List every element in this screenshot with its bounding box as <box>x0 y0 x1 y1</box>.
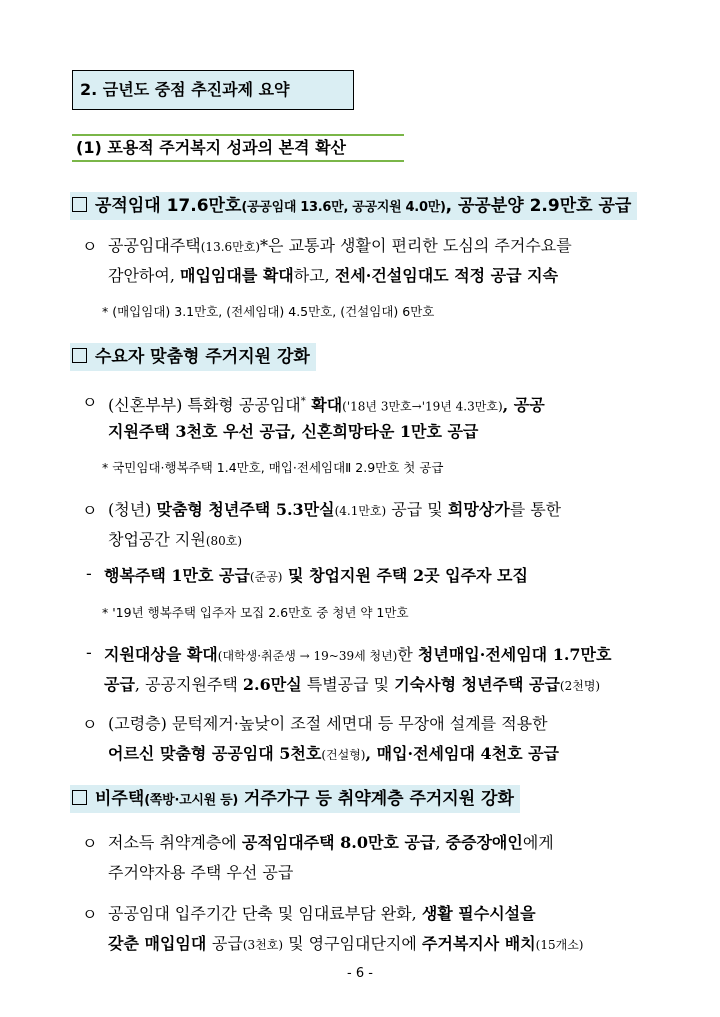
bullet-circle-icon: ㅇ <box>82 715 98 734</box>
paragraph-line: 공공임대 입주기간 단축 및 임대료부담 완화, 생활 필수시설을 <box>108 904 536 923</box>
paragraph-line: 행복주택 1만호 공급(준공) 및 창업지원 주택 2곳 입주자 모집 <box>104 566 528 585</box>
bullet-circle-icon: ㅇ <box>82 905 98 924</box>
footnote: * 국민임대·행복주택 1.4만호, 매입·전세임대Ⅱ 2.9만호 첫 공급 <box>102 460 444 475</box>
paragraph-line: 주거약자용 주택 우선 공급 <box>108 863 294 882</box>
paragraph-line: (고령층) 문턱제거·높낮이 조절 세면대 등 무장애 설계를 적용한 <box>108 714 548 733</box>
bullet-circle-icon: ㅇ <box>82 501 98 520</box>
checkbox-square-icon <box>72 790 87 805</box>
paragraph-line: (신혼부부) 특화형 공공임대* 확대('18년 3만호→'19년 4.3만호), 공공 <box>108 395 545 415</box>
paragraph-line: 갖춘 매입임대 공급(3천호) 및 영구임대단지에 주거복지사 배치(15개소) <box>108 934 584 953</box>
heading-demand-customized: 수요자 맞춤형 주거지원 강화 <box>70 343 316 371</box>
paragraph-line: 어르신 맞춤형 공공임대 5천호(건설형), 매입·전세임대 4천호 공급 <box>108 744 560 763</box>
section-title: 2. 금년도 중점 추진과제 요약 <box>72 70 354 110</box>
paragraph-line: 저소득 취약계층에 공적임대주택 8.0만호 공급, 중증장애인에게 <box>108 833 554 852</box>
paragraph-line: 지원대상을 확대(대학생·취준생 → 19~39세 청년)한 청년매입·전세임대 1.7만호 <box>104 645 612 664</box>
page-number: - 6 - <box>347 966 373 981</box>
paragraph-line: 지원주택 3천호 우선 공급, 신혼희망타운 1만호 공급 <box>108 422 479 441</box>
footnote: * (매입임대) 3.1만호, (전세임대) 4.5만호, (건설임대) 6만호 <box>102 304 435 319</box>
paragraph-line: 공급, 공공지원주택 2.6만실 특별공급 및 기숙사형 청년주택 공급(2천명) <box>104 675 601 694</box>
paragraph-line: 감안하여, 매입임대를 확대하고, 전세·건설임대도 적정 공급 지속 <box>108 266 559 285</box>
paragraph-line: (청년) 맞춤형 청년주택 5.3만실(4.1만호) 공급 및 희망상가를 통한 <box>108 500 562 519</box>
checkbox-square-icon <box>72 197 87 212</box>
bullet-circle-icon: ㅇ <box>82 393 98 412</box>
checkbox-square-icon <box>72 348 87 363</box>
subsection-title: (1) 포용적 주거복지 성과의 본격 확산 <box>72 134 404 162</box>
bullet-circle-icon: ㅇ <box>82 237 98 256</box>
bullet-circle-icon: ㅇ <box>82 834 98 853</box>
heading-vulnerable-support: 비주택(쪽방·고시원 등) 거주가구 등 취약계층 주거지원 강화 <box>70 785 520 813</box>
paragraph-line: 창업공간 지원(80호) <box>108 530 243 549</box>
footnote: * '19년 행복주택 입주자 모집 2.6만호 중 청년 약 1만호 <box>102 605 409 620</box>
bullet-dash-icon: - <box>86 564 92 583</box>
heading-public-rental: 공적임대 17.6만호(공공임대 13.6만, 공공지원 4.0만), 공공분양 2.9만호 공급 <box>70 192 637 220</box>
paragraph-line: 공공임대주택(13.6만호)*은 교통과 생활이 편리한 도심의 주거수요를 <box>108 236 572 255</box>
bullet-dash-icon: - <box>86 643 92 662</box>
